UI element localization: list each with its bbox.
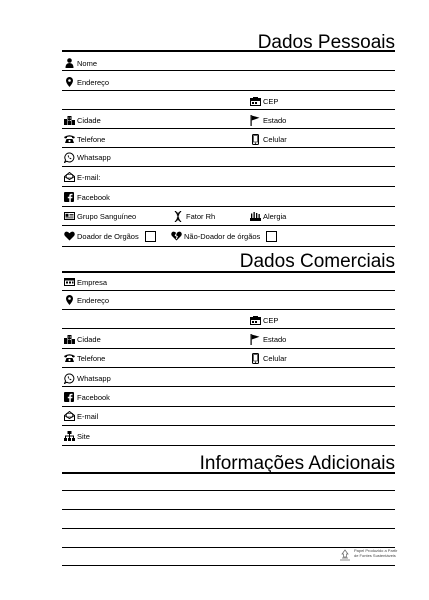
field-label: Nome: [77, 58, 98, 68]
field-label: Não-Doador de órgãos: [184, 231, 261, 241]
line: [62, 290, 395, 291]
field-label: Endereço: [77, 77, 110, 87]
line: [62, 425, 395, 426]
section-title-informacoes-adicionais: Informações Adicionais: [199, 453, 395, 474]
field-estado[interactable]: [249, 114, 286, 126]
field-label: Grupo Sanguíneo: [77, 211, 137, 221]
section-rule: [62, 50, 395, 52]
notes-line[interactable]: [62, 490, 395, 491]
facebook-icon: [63, 392, 75, 402]
field-celular-comercial[interactable]: [249, 352, 287, 364]
whatsapp-icon: [63, 373, 75, 384]
building-icon: [63, 278, 75, 286]
field-empresa[interactable]: [63, 276, 107, 288]
line: [62, 206, 395, 207]
field-label: Celular: [263, 353, 287, 363]
field-whatsapp[interactable]: [63, 151, 111, 163]
field-label: E-mail:: [77, 172, 101, 182]
mailbox-icon: [249, 316, 261, 325]
field-telefone-comercial[interactable]: [63, 352, 105, 364]
field-email[interactable]: [63, 171, 100, 183]
network-icon: [63, 431, 75, 441]
mobile-phone-icon: [249, 353, 261, 364]
footer-line-2: de Fontes Sustentáveis: [354, 553, 396, 558]
field-cidade-comercial[interactable]: [63, 333, 101, 345]
phone-icon: [63, 354, 75, 362]
field-facebook[interactable]: [63, 191, 110, 203]
line: [62, 386, 395, 387]
line: [62, 70, 395, 71]
facebook-icon: [63, 192, 75, 202]
field-cep[interactable]: [249, 95, 278, 107]
id-card-icon: [63, 212, 75, 220]
field-doador[interactable]: [63, 230, 156, 242]
field-whatsapp-comercial[interactable]: [63, 372, 111, 384]
field-email-comercial[interactable]: [63, 410, 98, 422]
city-icon: [63, 116, 75, 125]
line: [62, 445, 395, 446]
envelope-icon: [63, 172, 75, 182]
line: [62, 309, 395, 310]
field-label: Estado: [263, 334, 287, 344]
field-cep-comercial[interactable]: [249, 314, 278, 326]
allergy-icon: [249, 212, 261, 221]
person-icon: [63, 58, 75, 68]
field-label: CEP: [263, 315, 279, 325]
line: [62, 128, 395, 129]
field-label: Doador de Orgãos: [77, 231, 139, 241]
field-label: Cidade: [77, 334, 101, 344]
city-icon: [63, 335, 75, 344]
field-endereco-comercial[interactable]: [63, 294, 109, 306]
field-label: Facebook: [77, 192, 110, 202]
notes-line[interactable]: [62, 509, 395, 510]
line: [62, 90, 395, 91]
field-label: E-mail: [77, 411, 99, 421]
field-label: Telefone: [77, 134, 106, 144]
envelope-icon: [63, 411, 75, 421]
section-title-dados-comerciais: Dados Comerciais: [239, 251, 395, 272]
field-label: Empresa: [77, 277, 108, 287]
line: [62, 406, 395, 407]
field-label: Telefone: [77, 353, 106, 363]
field-label: Celular: [263, 134, 287, 144]
sustainability-seal: [339, 548, 404, 566]
line: [62, 225, 395, 226]
doador-checkbox[interactable]: [145, 231, 156, 242]
footer-line-1: Papel Produzido a Partir: [354, 548, 398, 553]
line: [62, 348, 395, 349]
field-telefone[interactable]: [63, 133, 105, 145]
field-label: Endereço: [77, 295, 110, 305]
map-pin-icon: [63, 295, 75, 305]
field-fator-rh[interactable]: [172, 210, 215, 222]
mobile-phone-icon: [249, 134, 261, 145]
field-label: Site: [77, 431, 90, 441]
heart-icon: [63, 231, 75, 241]
field-grupo-sanguineo[interactable]: [63, 210, 136, 222]
flag-icon: [249, 334, 261, 345]
field-label: Facebook: [77, 392, 110, 402]
field-label: Whatsapp: [77, 152, 111, 162]
line: [62, 147, 395, 148]
line: [62, 328, 395, 329]
line: [62, 367, 395, 368]
field-celular[interactable]: [249, 133, 287, 145]
whatsapp-icon: [63, 152, 75, 163]
section-title-dados-pessoais: Dados Pessoais: [257, 32, 395, 53]
line: [62, 166, 395, 167]
field-endereco[interactable]: [63, 76, 109, 88]
field-nao-doador[interactable]: [170, 230, 277, 242]
field-label: Estado: [263, 115, 287, 125]
recycle-icon: [339, 548, 351, 566]
mailbox-icon: [249, 97, 261, 106]
field-estado-comercial[interactable]: [249, 333, 286, 345]
field-label: Fator Rh: [186, 211, 216, 221]
field-facebook-comercial[interactable]: [63, 391, 110, 403]
flag-icon: [249, 115, 261, 126]
line: [62, 246, 395, 247]
field-label: Whatsapp: [77, 373, 111, 383]
section-rule: [62, 271, 395, 273]
section-rule: [62, 472, 395, 474]
line: [62, 186, 395, 187]
nao-doador-checkbox[interactable]: [266, 231, 277, 242]
field-alergia[interactable]: [249, 210, 286, 222]
broken-heart-icon: [170, 231, 182, 241]
phone-icon: [63, 135, 75, 143]
field-nome[interactable]: [63, 57, 97, 69]
line: [62, 109, 395, 110]
field-label: Alergia: [263, 211, 287, 221]
field-label: Cidade: [77, 115, 101, 125]
field-cidade[interactable]: [63, 114, 101, 126]
map-pin-icon: [63, 77, 75, 87]
dna-icon: [172, 211, 184, 222]
field-label: CEP: [263, 96, 279, 106]
field-site[interactable]: [63, 430, 90, 442]
notes-line[interactable]: [62, 528, 395, 529]
